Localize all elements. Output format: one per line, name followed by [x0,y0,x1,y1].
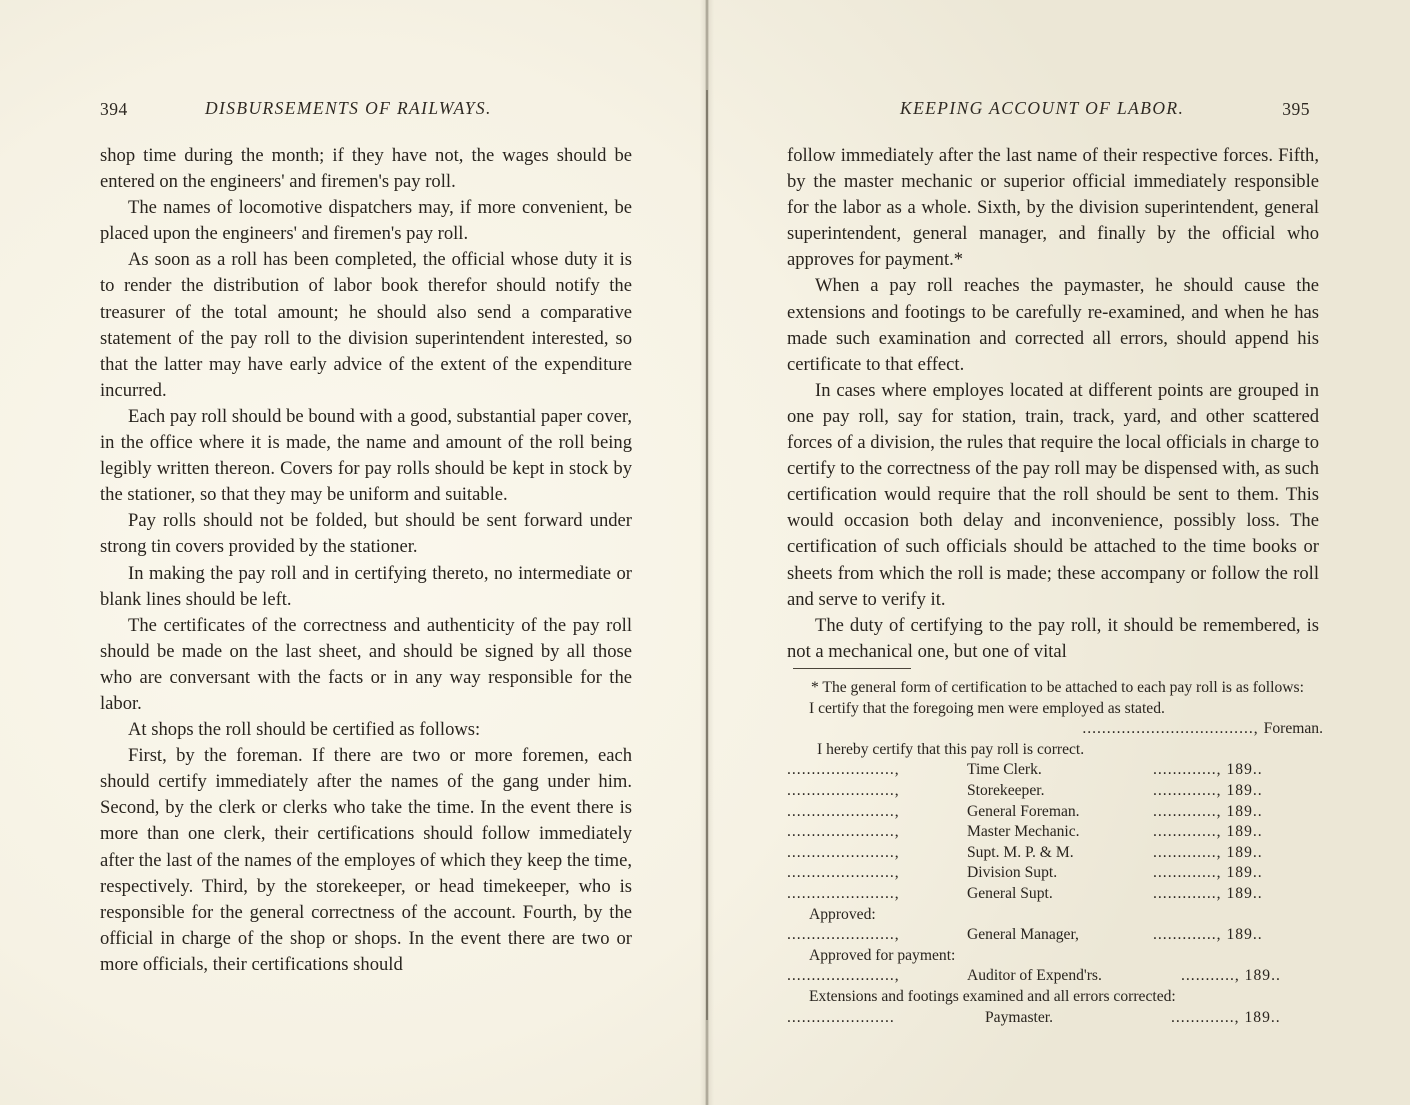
paragraph: When a pay roll reaches the paymaster, he should cause the extensions and footings to be carefully re-examined, and when he has made such examination and corrected all errors, should append his certificate to that effect. [787,275,1319,375]
signature-date-leader: ............., 189.. [1153,823,1263,841]
signature-role-label: General Supt. [967,884,1053,902]
paragraph: In cases where employes located at different points are grouped in one pay roll, say for station, train, track, yard, and other scattered forces of a division, the rules that require the local officials in charge to certify to the correctness of the pay roll may be dispensed with, as such certification would require that the roll should be sent to them. This would occasion both delay and inconvenience, possibly loss. The certification of such officials should be attached to the time books or sheets from which the roll is made; these accompany or follow the roll and serve to verify it. [787,379,1319,610]
signature-row [787,884,1327,905]
approved-label: Approved: [809,905,876,923]
paymaster-signature-row [787,1008,1327,1029]
paragraph: The names of locomotive dispatchers may, if more convenient, be placed upon the engineers' and firemen's pay roll. [100,197,632,245]
left-column-text [100,143,632,978]
signature-row [787,760,1327,781]
signature-row [787,781,1327,802]
signature-row [787,802,1327,823]
paragraph: Pay rolls should not be folded, but should be sent forward under strong tin covers provided by the stationer. [100,510,632,558]
signature-dot-leader: ...................... [787,1008,895,1026]
signature-role-label: General Manager, [967,926,1079,944]
paragraph: As soon as a roll has been completed, the official whose duty it is to render the distribution of labor book therefor should notify the treasurer of the total amount; he should also send a comparative statement of the pay roll to the division superintendent interested, so that the latter may have early advice of the extent of the expenditure incurred. [100,249,632,401]
foreman-role-label: Foreman. [1263,720,1323,738]
paragraph: First, by the foreman. If there are two or more foremen, each should certify immediately after the names of the gang under him. Second, by the clerk or clerks who take the time. In the event there is more than one clerk, their certifications should follow immediately after the last of the names of the employes of which they keep the time, respectively. Third, by the storekeeper, or head timekeeper, who is responsible for the general correctness of the account. Fourth, by the official in charge of the shop or shops. In the event there are two or more officials, their certifications should [100,745,632,975]
signature-row [787,843,1327,864]
signature-dot-leader: ......................, [787,761,900,779]
footnote-separator-rule [793,668,911,669]
signature-row [787,822,1327,843]
right-page-running-head: KEEPING ACCOUNT OF LABOR. [900,98,1185,118]
signature-date-leader: ............., 189.. [1153,781,1263,799]
footnote-block [787,668,1327,1028]
right-column-text [787,143,1319,665]
left-page-folio: 394 [100,99,128,119]
signature-role-label: Auditor of Expend'rs. [967,967,1102,985]
signature-date-leader: ..........., 189.. [1181,967,1281,985]
footnote-certify-line-1: I certify that the foregoing men were employed as stated. [809,699,1165,717]
signature-dot-leader: ......................, [787,967,900,985]
signature-role-label: Master Mechanic. [967,823,1080,841]
signature-row [787,863,1327,884]
general-manager-signature-row [787,925,1327,946]
signature-dot-leader: ......................, [787,843,900,861]
auditor-signature-row [787,966,1327,987]
right-page [705,0,1410,1105]
signature-role-label: Division Supt. [967,864,1058,882]
signature-date-leader: ............., 189.. [1153,843,1263,861]
footnote-certify-line-2: I hereby certify that this pay roll is correct. [817,740,1085,758]
paragraph: At shops the roll should be certified as follows: [128,719,481,741]
footnote-intro: * The general form of certification to be attached to each pay roll is as follows: [811,679,1304,696]
signature-dot-leader: ......................, [787,781,900,799]
signature-role-label: Storekeeper. [967,781,1045,799]
paragraph: shop time during the month; if they have not, the wages should be entered on the engineers' and firemen's pay roll. [100,145,632,193]
extensions-examined-label: Extensions and footings examined and all errors corrected: [809,987,1176,1005]
signature-date-leader: ............., 189.. [1153,761,1263,779]
signature-date-leader: ............., 189.. [1153,802,1263,820]
foreman-dot-leader: ..................................., [1082,720,1259,738]
signature-date-leader: ............., 189.. [1153,926,1263,944]
signature-dot-leader: ......................, [787,864,900,882]
paragraph: The certificates of the correctness and authenticity of the pay roll should be made on the last sheet, and should be signed by all those who are conversant with the facts or in any way responsible for the labor. [100,614,632,714]
approved-for-payment-label: Approved for payment: [809,946,956,964]
signature-role-label: Paymaster. [985,1008,1053,1026]
paragraph: follow immediately after the last name of their respective forces. Fifth, by the master mechanic or superior official immediately responsible for the labor as a whole. Sixth, by the division superintendent, general superintendent, general manager, and finally by the official who approves for payment.* [787,145,1319,271]
paragraph: Each pay roll should be bound with a good, substantial paper cover, in the office where it is made, the name and amount of the roll being legibly written thereon. Covers for pay rolls should be kept in stock by the stationer, so that they may be uniform and suitable. [100,405,632,506]
left-page-running-head: DISBURSEMENTS OF RAILWAYS. [205,98,492,118]
signature-date-leader: ............., 189.. [1153,864,1263,882]
signature-role-label: Supt. M. P. & M. [967,843,1074,861]
foreman-signature-row [787,719,1327,740]
paragraph: The duty of certifying to the pay roll, it should be remembered, is not a mechanical one, but one of vital [787,614,1319,662]
signature-dot-leader: ......................, [787,884,900,902]
signature-dot-leader: ......................, [787,926,900,944]
signature-date-leader: ............., 189.. [1153,884,1263,902]
signature-dot-leader: ......................, [787,823,900,841]
right-page-folio: 395 [1282,99,1310,119]
paragraph: In making the pay roll and in certifying thereto, no intermediate or blank lines should be left. [100,562,632,610]
signature-date-leader: ............., 189.. [1171,1008,1281,1026]
signature-dot-leader: ......................, [787,802,900,820]
signature-role-label: General Foreman. [967,802,1080,820]
signature-role-label: Time Clerk. [967,761,1042,779]
